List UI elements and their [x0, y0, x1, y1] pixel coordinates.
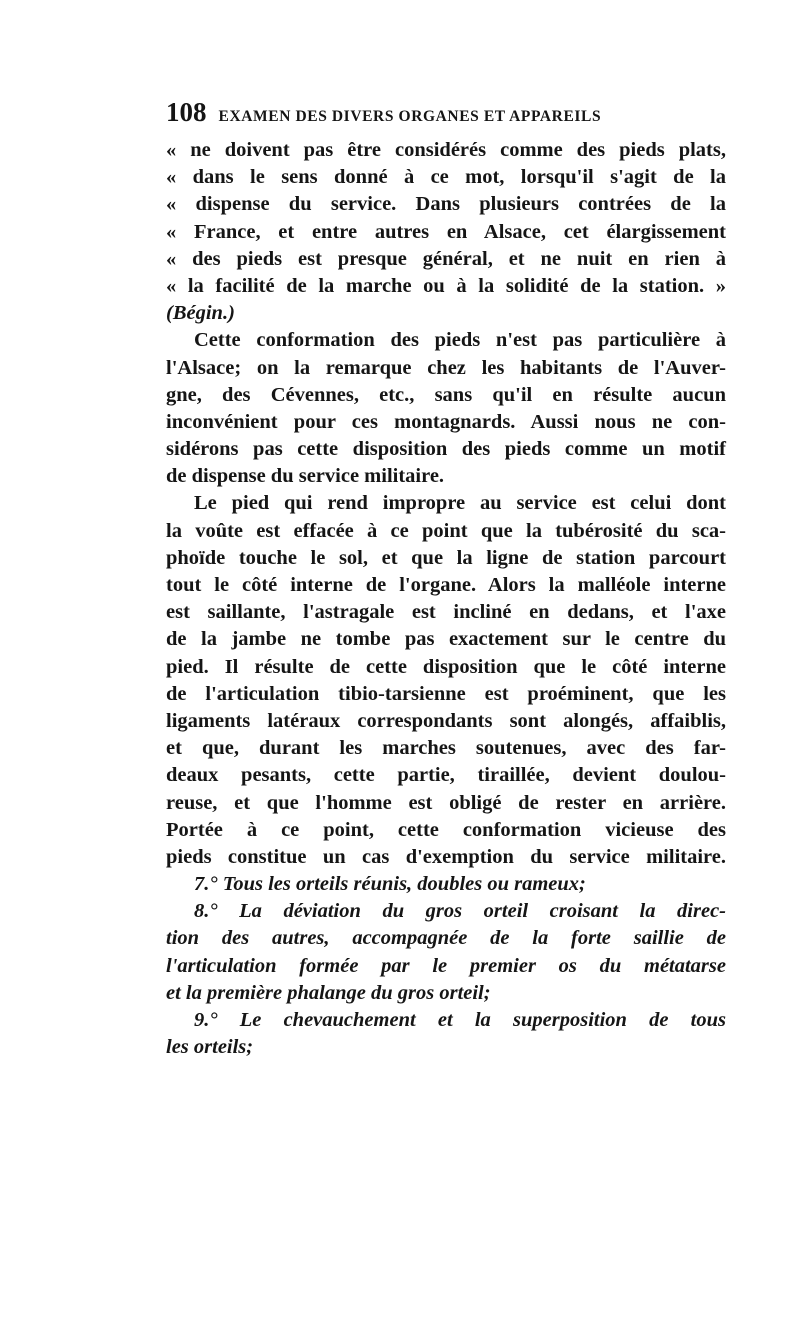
text-line: les orteils;: [166, 1036, 254, 1059]
text-line: ligaments latéraux correspondants sont alongés, affaiblis,: [166, 709, 726, 732]
text-line: « des pieds est presque général, et ne nuit en rien à: [166, 247, 726, 270]
text-line: 8.° La déviation du gros orteil croisant la direc-: [194, 900, 726, 923]
text-line: l'Alsace; on la remarque chez les habitants de l'Auver-: [166, 356, 726, 379]
body-text: [166, 137, 726, 1061]
text-line: phoïde touche le sol, et que la ligne de station parcourt: [166, 546, 726, 569]
text-line: tion des autres, accompagnée de la forte saillie de: [166, 927, 726, 950]
text-line: Cette conformation des pieds n'est pas particulière à: [194, 329, 726, 352]
text-line: 7.° Tous les orteils réunis, doubles ou rameux;: [194, 873, 586, 896]
text-line: de l'articulation tibio-tarsienne est proéminent, que les: [166, 682, 726, 705]
text-line: pied. Il résulte de cette disposition que le côté interne: [166, 655, 726, 678]
running-head: EXAMEN DES DIVERS ORGANES ET APPAREILS: [218, 108, 602, 125]
text-line: et la première phalange du gros orteil;: [166, 981, 491, 1004]
page-header: [166, 97, 726, 133]
text-line: tout le côté interne de l'organe. Alors la malléole interne: [166, 574, 726, 596]
text-line: « France, et entre autres en Alsace, cet élargissement: [166, 220, 726, 243]
text-line: la voûte est effacée à ce point que la tubérosité du sca-: [166, 519, 726, 542]
text-line: de dispense du service militaire.: [166, 465, 445, 488]
text-line: l'articulation formée par le premier os du métatarse: [166, 954, 726, 977]
text-line: inconvénient pour ces montagnards. Aussi nous ne con-: [166, 410, 726, 433]
book-page: [166, 97, 726, 1061]
text-line: sidérons pas cette disposition des pieds comme un motif: [166, 438, 726, 461]
text-line: et que, durant les marches soutenues, avec des far-: [166, 737, 726, 760]
text-line: pieds constitue un cas d'exemption du service militaire.: [166, 845, 726, 868]
text-line: reuse, et que l'homme est obligé de rester en arrière.: [166, 791, 726, 814]
text-line: « ne doivent pas être considérés comme des pieds plats,: [166, 139, 726, 161]
text-line: de la jambe ne tombe pas exactement sur le centre du: [166, 628, 726, 651]
text-line: Le pied qui rend impropre au service est celui dont: [194, 492, 726, 515]
text-line: (Bégin.): [166, 302, 235, 325]
text-line: « dans le sens donné à ce mot, lorsqu'il s'agit de la: [166, 166, 726, 189]
text-line: 9.° Le chevauchement et la superposition de tous: [194, 1009, 726, 1031]
text-line: Portée à ce point, cette conformation vicieuse des: [166, 818, 726, 841]
text-line: « la facilité de la marche ou à la solidité de la station. »: [166, 274, 726, 297]
text-line: est saillante, l'astragale est incliné en dedans, et l'axe: [166, 601, 726, 624]
text-line: deaux pesants, cette partie, tiraillée, devient doulou-: [166, 764, 726, 787]
text-line: « dispense du service. Dans plusieurs contrées de la: [166, 193, 726, 216]
text-line: gne, des Cévennes, etc., sans qu'il en résulte aucun: [166, 383, 726, 406]
page-number: 108: [166, 97, 207, 127]
